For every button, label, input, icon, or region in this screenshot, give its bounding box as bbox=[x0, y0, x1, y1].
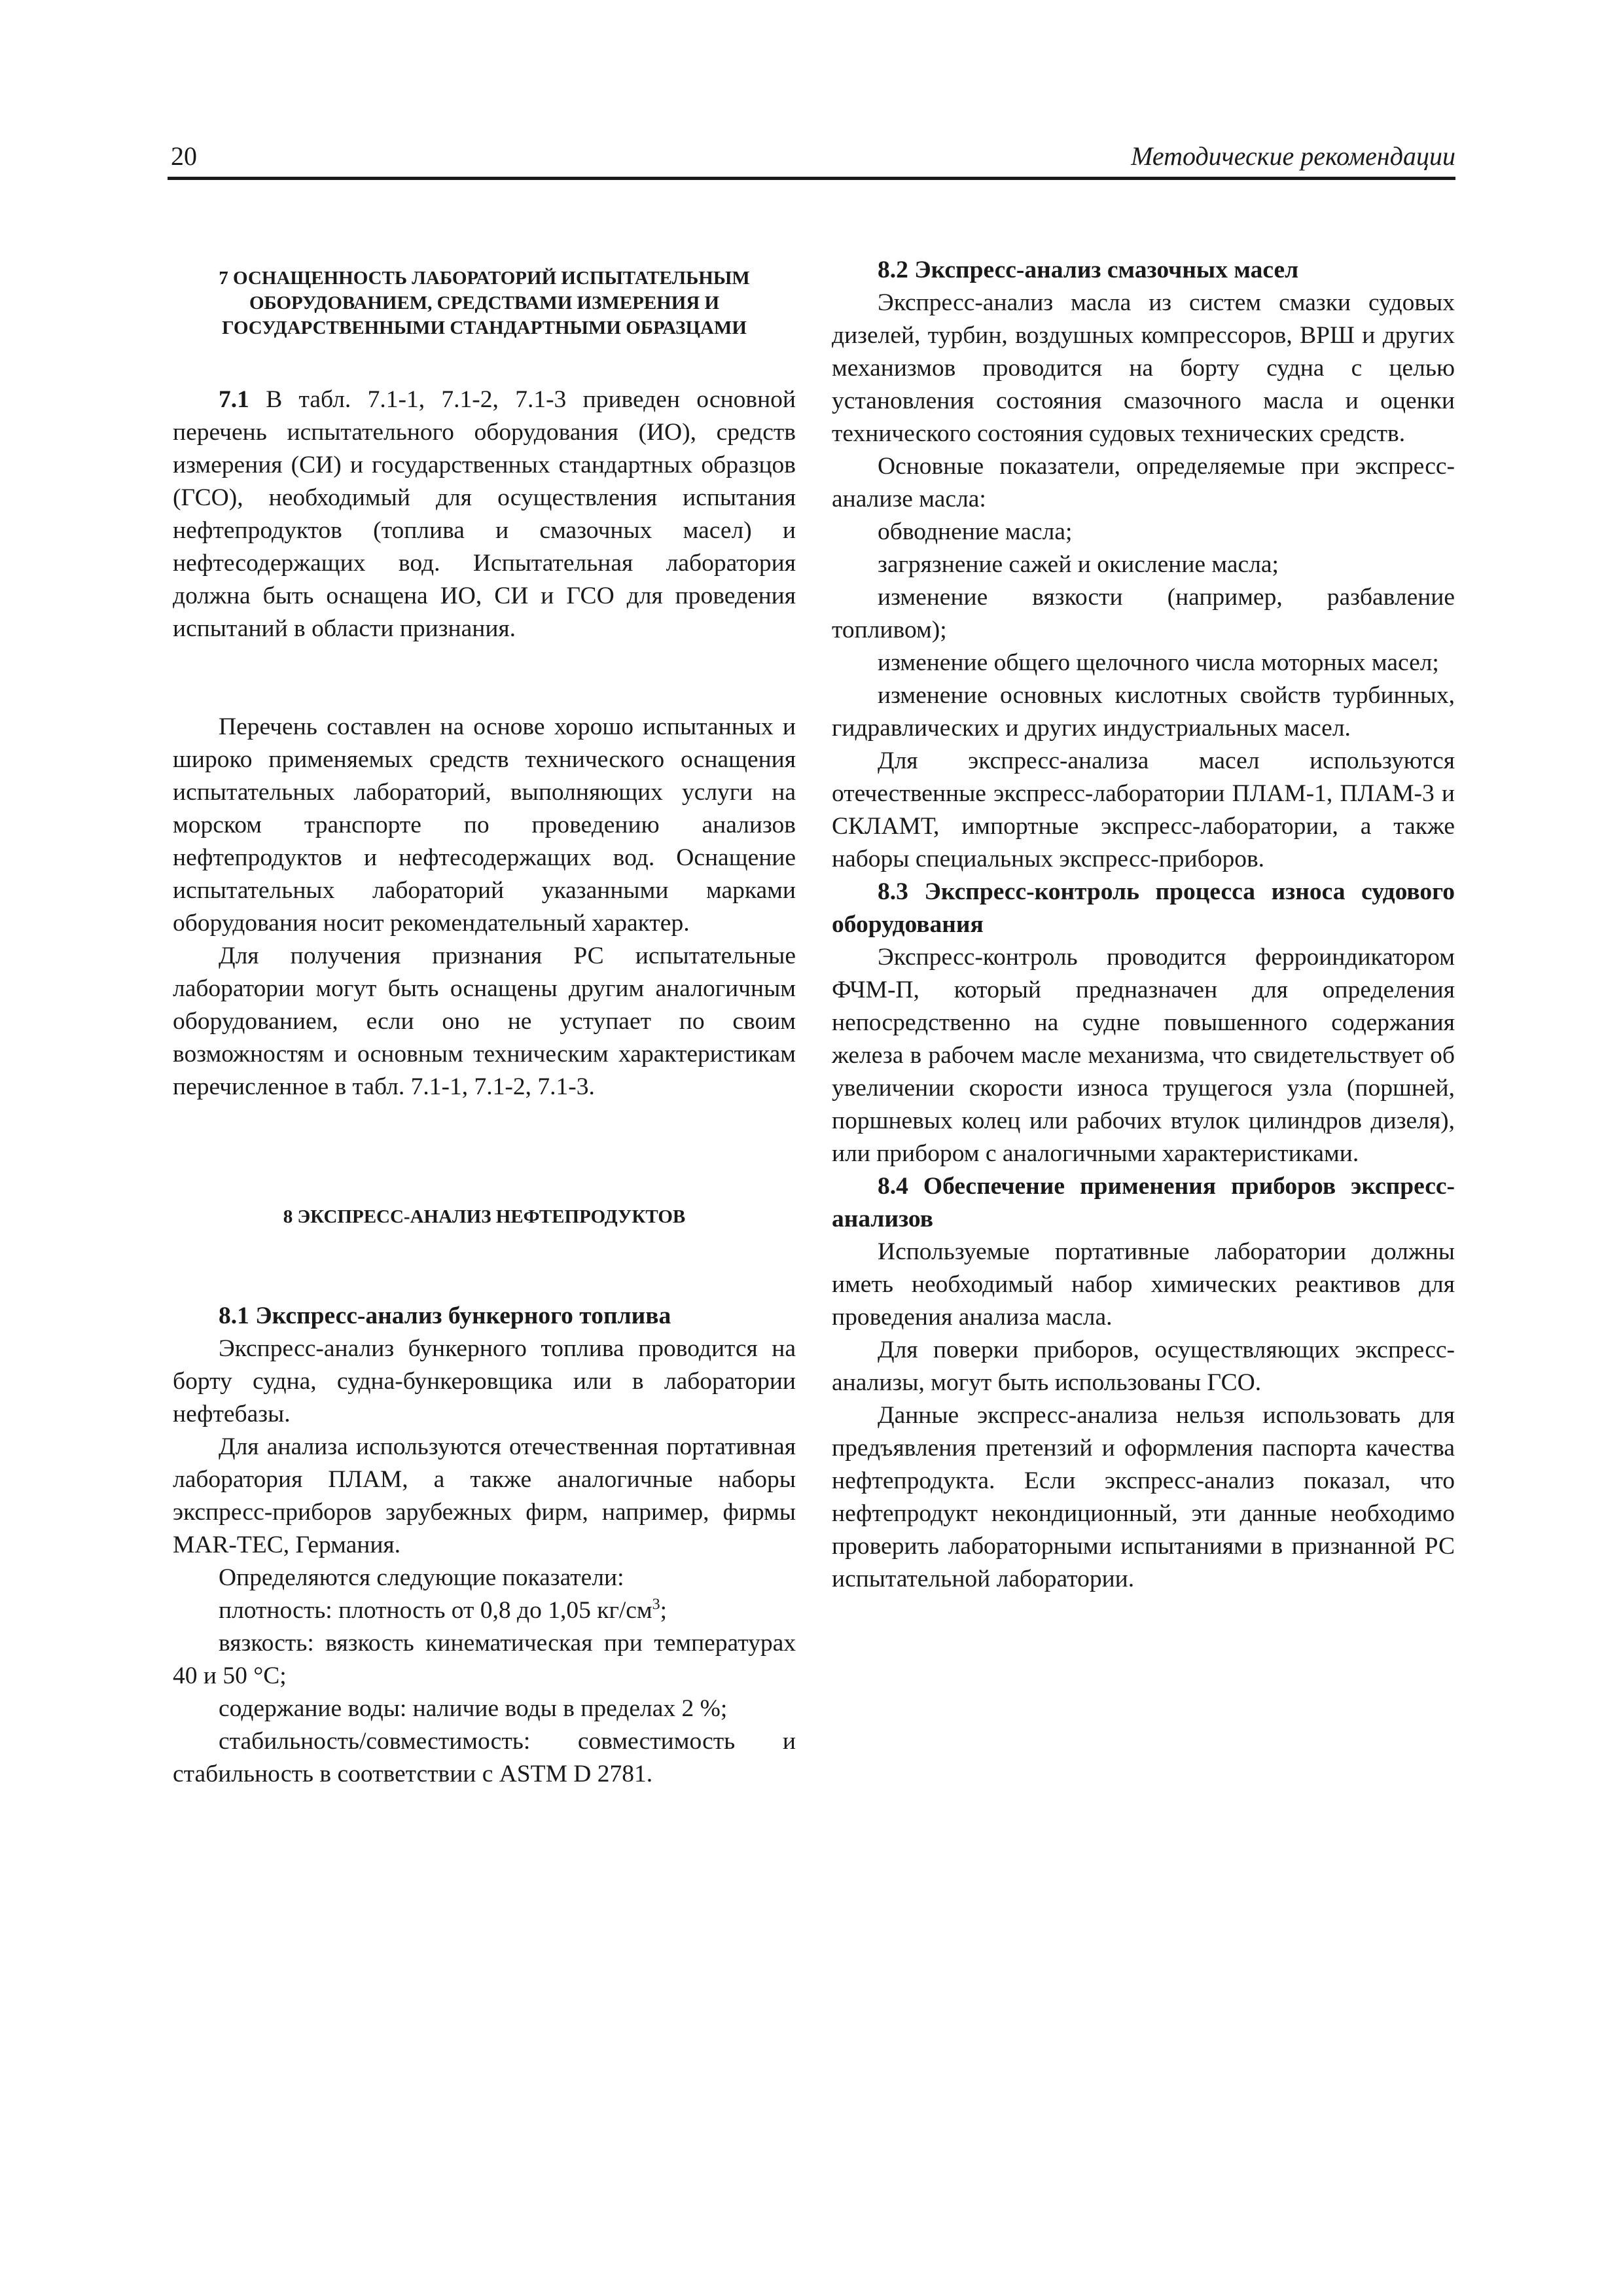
paragraph-7-1 bbox=[173, 384, 796, 645]
paragraph-7-1-text: В табл. 7.1-1, 7.1-2, 7.1-3 приведен основной перечень испытательного оборудования (ИО), средств измерения (СИ) и государственных стандартных образцов (ГСО), необходимый для осуществления испытания нефтепродуктов (топлива и смазочных масел) и нефтесодержащих вод. Испытательная лаборатория должна быть оснащена ИО, СИ и ГСО для проведения испытаний в области признания. bbox=[173, 386, 796, 642]
section-8-2-item-5: изменение основных кислотных свойств турбинных, гидравлических и других индустриальных масел. bbox=[832, 682, 1455, 742]
section-8-2-item-4: изменение общего щелочного числа моторных масел; bbox=[878, 649, 1439, 676]
indicator-density-text: плотность: плотность от 0,8 до 1,05 кг/см bbox=[219, 1597, 652, 1624]
section-8-1-block bbox=[173, 1300, 796, 1791]
indicator-density-end: ; bbox=[660, 1597, 668, 1624]
section-8-1-paragraph-2: Для анализа используются отечественная портативная лаборатория ПЛАМ, а также аналогичные наборы экспресс-приборов зарубежных фирм, например, фирмы MAR-TEC, Германия. bbox=[173, 1433, 796, 1558]
section-8-title: 8 ЭКСПРЕСС-АНАЛИЗ НЕФТЕПРОДУКТОВ bbox=[283, 1206, 686, 1227]
section-8-1-title: 8.1 Экспресс-анализ бункерного топлива bbox=[219, 1302, 671, 1329]
section-8-2-item-3: изменение вязкости (например, разбавление топливом); bbox=[832, 584, 1455, 643]
indicator-stability: стабильность/совместимость: совместимость и стабильность в соответствии с ASTM D 2781. bbox=[173, 1728, 796, 1787]
indicator-water: содержание воды: наличие воды в пределах 2 %; bbox=[219, 1695, 728, 1722]
section-8-2-block bbox=[832, 254, 1455, 1596]
paragraph-perechen-block bbox=[173, 711, 796, 940]
paragraph-7-1-number: 7.1 bbox=[219, 386, 249, 413]
section-8-2-title: 8.2 Экспресс-анализ смазочных масел bbox=[878, 257, 1299, 283]
section-7-title: 7 ОСНАЩЕННОСТЬ ЛАБОРАТОРИЙ ИСПЫТАТЕЛЬНЫМ ОБОРУДОВАНИЕМ, СРЕДСТВАМИ ИЗМЕРЕНИЯ И ГОСУДАРСТВЕННЫМИ СТАНДАРТНЫМИ ОБРАЗЦАМИ bbox=[219, 268, 750, 338]
paragraph-priznanie-block bbox=[173, 940, 796, 1103]
paragraph-priznanie: Для получения признания РС испытательные лаборатории могут быть оснащены другим аналогичным оборудованием, если оно не уступает по своим возможностям и основным техническим характеристикам перечисленное в табл. 7.1-1, 7.1-2, 7.1-3. bbox=[173, 942, 796, 1100]
section-8-4-title: 8.4 Обеспечение применения приборов экспресс-анализов bbox=[832, 1173, 1455, 1232]
indicator-viscosity: вязкость: вязкость кинематическая при температурах 40 и 50 °C; bbox=[173, 1630, 796, 1689]
section-8-2-item-1: обводнение масла; bbox=[878, 518, 1073, 545]
section-8-4-paragraph-1: Используемые портативные лаборатории должны иметь необходимый набор химических реактивов для проведения анализа масла. bbox=[832, 1238, 1455, 1331]
section-8-3-title: 8.3 Экспресс-контроль процесса износа судового оборудования bbox=[832, 878, 1455, 938]
section-8-2-paragraph-1: Экспресс-анализ масла из систем смазки судовых дизелей, турбин, воздушных компрессоров, ВРШ и других механизмов проводится на борту судна с целью установления состояния смазочного масла и оценки технического состояния судовых технических средств. bbox=[832, 289, 1455, 447]
section-7-title-block bbox=[173, 266, 796, 340]
section-8-1-paragraph-3: Определяются следующие показатели: bbox=[219, 1564, 624, 1591]
header-rule bbox=[168, 177, 1455, 180]
page-number: 20 bbox=[171, 141, 197, 171]
section-8-2-paragraph-2: Основные показатели, определяемые при экспресс-анализе масла: bbox=[832, 453, 1455, 512]
running-head: Методические рекомендации bbox=[1131, 141, 1455, 171]
section-8-2-item-2: загрязнение сажей и окисление масла; bbox=[878, 551, 1279, 578]
paragraph-perechen: Перечень составлен на основе хорошо испытанных и широко применяемых средств технического оснащения испытательных лабораторий, выполняющих услуги на морском транспорте по проведению анализов нефтепродуктов и нефтесодержащих вод. Оснащение испытательных лабораторий указанными марками оборудования носит рекомендательный характер. bbox=[173, 713, 796, 937]
section-8-4-paragraph-3: Данные экспресс-анализа нельзя использовать для предъявления претензий и оформления паспорта качества нефтепродукта. Если экспресс-анализ показал, что нефтепродукт некондиционный, эти данные необходимо проверить лабораторными испытаниями в признанной РС испытательной лаборатории. bbox=[832, 1402, 1455, 1592]
paragraph-7-1-block bbox=[173, 384, 796, 645]
section-8-title-block bbox=[173, 1204, 796, 1229]
indicator-density-superscript: 3 bbox=[652, 1596, 660, 1613]
indicator-density bbox=[173, 1594, 796, 1627]
section-8-4-paragraph-2: Для поверки приборов, осуществляющих экспресс-анализы, могут быть использованы ГСО. bbox=[832, 1336, 1455, 1396]
section-8-3-paragraph-1: Экспресс-контроль проводится ферроиндикатором ФЧМ-П, который предназначен для определения непосредственно на судне повышенного содержания железа в рабочем масле механизма, что свидетельствует об увеличении скорости износа трущегося узла (поршней, поршневых колец или рабочих втулок цилиндров дизеля), или прибором с аналогичными характеристиками. bbox=[832, 944, 1455, 1167]
section-8-1-paragraph-1: Экспресс-анализ бункерного топлива проводится на борту судна, судна-бункеровщика или в лаборатории нефтебазы. bbox=[173, 1335, 796, 1427]
section-8-2-paragraph-3: Для экспресс-анализа масел используются отечественные экспресс-лаборатории ПЛАМ-1, ПЛАМ-3 и СКЛАМТ, импортные экспресс-лаборатории, а также наборы специальных экспресс-приборов. bbox=[832, 747, 1455, 872]
